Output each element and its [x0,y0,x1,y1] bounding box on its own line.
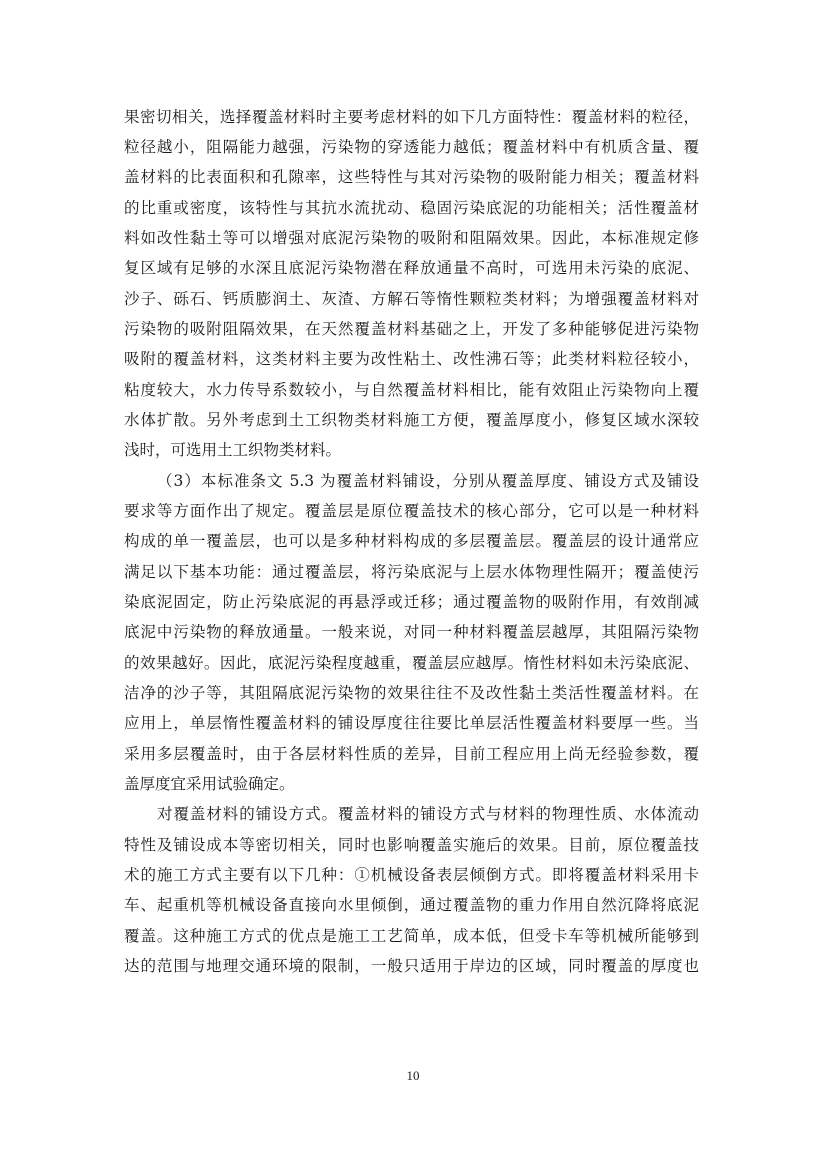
text-line: 应用上，单层惰性覆盖材料的铺设厚度往往要比单层活性覆盖材料要厚一些。当 [124,714,699,732]
text-line: 构成的单一覆盖层，也可以是多种材料构成的多层覆盖层。覆盖层的设计通常应 [124,532,699,550]
text-line: 粘度较大，水力传导系数较小，与自然覆盖材料相比，能有效阻止污染物向上覆 [124,381,699,399]
text-line: 污染物的吸附阻隔效果，在天然覆盖材料基础之上，开发了多种能够促进污染物 [124,320,699,338]
paragraph-first-line: （3）本标准条文 5.3 为覆盖材料铺设，分别从覆盖厚度、铺设方式及铺设 [157,472,699,490]
text-line: 料如改性黏土等可以增强对底泥污染物的吸附和阻隔效果。因此，本标准规定修 [124,229,699,247]
text-line: 盖厚度宜采用试验确定。 [124,775,295,793]
text-line: 术的施工方式主要有以下几种：①机械设备表层倾倒方式。即将覆盖材料采用卡 [124,866,699,884]
text-line: 盖材料的比表面积和孔隙率，这些特性与其对污染物的吸附能力相关；覆盖材料 [124,168,699,186]
page-number: 10 [406,1068,420,1083]
text-line: 要求等方面作出了规定。覆盖层是原位覆盖技术的核心部分，它可以是一种材料 [124,502,699,520]
text-line: 满足以下基本功能：通过覆盖层，将污染底泥与上层水体物理性隔开；覆盖使污 [124,563,699,581]
text-line: 洁净的沙子等，其阻隔底泥污染物的效果往往不及改性黏土类活性覆盖材料。在 [124,684,699,702]
text-line: 的效果越好。因此，底泥污染程度越重，覆盖层应越厚。惰性材料如未污染底泥、 [124,654,699,672]
text-line: 吸附的覆盖材料，这类材料主要为改性粘土、改性沸石等；此类材料粒径较小， [124,350,699,368]
text-line: 覆盖。这种施工方式的优点是施工工艺简单，成本低，但受卡车等机械所能够到 [124,927,699,945]
paragraph-first-line: 对覆盖材料的铺设方式。覆盖材料的铺设方式与材料的物理性质、水体流动 [157,805,699,823]
text-line: 粒径越小，阻隔能力越强，污染物的穿透能力越低；覆盖材料中有机质含量、覆 [124,138,699,156]
text-line: 底泥中污染物的释放通量。一般来说，对同一种材料覆盖层越厚，其阻隔污染物 [124,623,699,641]
text-line: 染底泥固定，防止污染底泥的再悬浮或迁移；通过覆盖物的吸附作用，有效削减 [124,593,699,611]
text-line: 的比重或密度，该特性与其抗水流扰动、稳固污染底泥的功能相关；活性覆盖材 [124,199,699,217]
text-line: 沙子、砾石、钙质膨润土、灰渣、方解石等惰性颗粒类材料；为增强覆盖材料对 [124,290,699,308]
text-line: 特性及铺设成本等密切相关，同时也影响覆盖实施后的效果。目前，原位覆盖技 [124,836,699,854]
text-line: 达的范围与地理交通环境的限制，一般只适用于岸边的区域，同时覆盖的厚度也 [124,957,699,975]
text-line: 浅时，可选用土工织物类材料。 [124,441,342,459]
text-line: 果密切相关，选择覆盖材料时主要考虑材料的如下几方面特性：覆盖材料的粒径， [124,108,699,126]
text-line: 采用多层覆盖时，由于各层材料性质的差异，目前工程应用上尚无经验参数，覆 [124,745,699,763]
text-line: 水体扩散。另外考虑到土工织物类材料施工方便，覆盖厚度小，修复区域水深较 [124,411,699,429]
text-line: 复区域有足够的水深且底泥污染物潜在释放通量不高时，可选用未污染的底泥、 [124,259,699,277]
text-line: 车、起重机等机械设备直接向水里倾倒，通过覆盖物的重力作用自然沉降将底泥 [124,896,699,914]
